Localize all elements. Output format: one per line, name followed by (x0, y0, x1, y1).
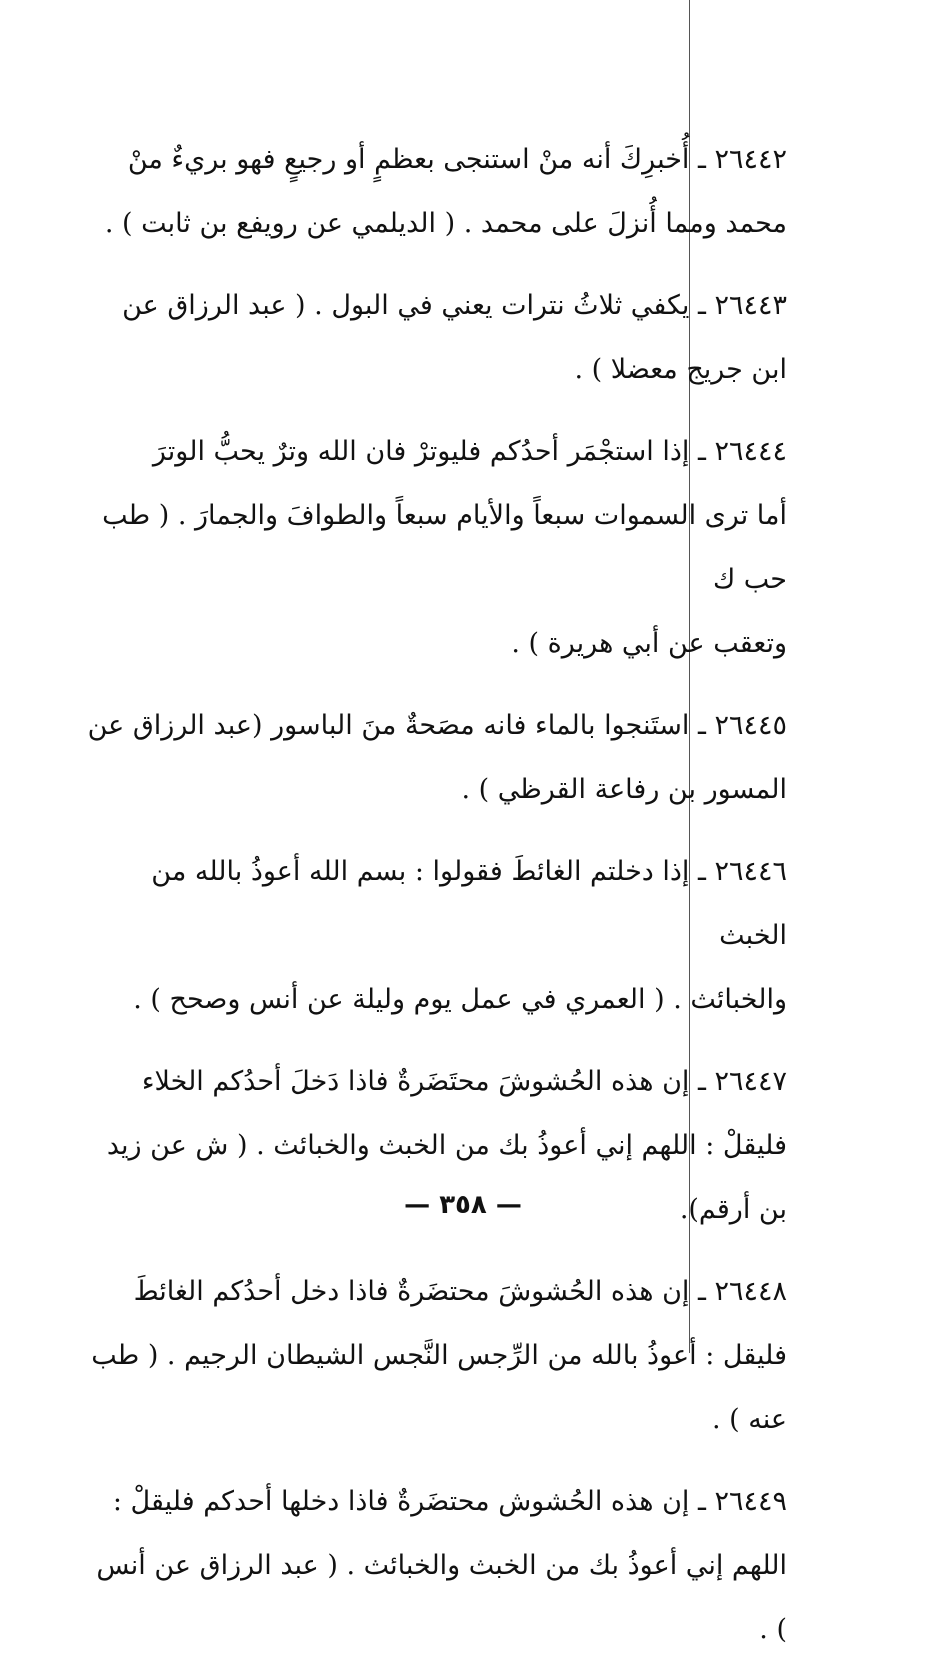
page-number: — ٣٥٨ — (404, 1190, 522, 1220)
hadith-line: اللهم إني أعوذُ بك من الخبث والخبائث . ( عبد الرزاق عن أنس ) . (96, 1550, 787, 1645)
hadith-26442 (82, 128, 787, 256)
hadith-line: فليقل : أعوذُ بالله من الرِّجس النَّجس الشيطان الرجيم . ( طب عنه ) . (91, 1340, 787, 1435)
hadith-26443 (82, 274, 787, 402)
hadith-list (82, 128, 787, 1680)
hadith-line: ابن جريج معضلا ) . (574, 354, 787, 385)
hadith-line: ٢٦٤٤٤ ـ إذا استجْمَر أحدُكم فليوترْ فان الله وترٌ يحبُّ الوترَ (152, 436, 787, 467)
hadith-26445 (82, 694, 787, 822)
hadith-line: أما ترى السموات سبعاً والأيام سبعاً والطوافَ والجمارَ . ( طب حب ك (102, 500, 787, 595)
hadith-line: والخبائث . ( العمري في عمل يوم وليلة عن أنس وصحح ) . (133, 984, 787, 1015)
hadith-26449 (82, 1470, 787, 1662)
hadith-line: وتعقب عن أبي هريرة ) . (511, 628, 787, 659)
hadith-26444 (82, 420, 787, 676)
hadith-line: ٢٦٤٤٧ ـ إن هذه الحُشوشَ محتَضَرةٌ فاذا دَخلَ أحدُكم الخلاء (141, 1066, 787, 1097)
hadith-line: ٢٦٤٤٨ ـ إن هذه الحُشوشَ محتضَرةٌ فاذا دخل أحدُكم الغائطَ (133, 1276, 787, 1307)
hadith-line: ٢٦٤٤٩ ـ إن هذه الحُشوش محتضَرةٌ فاذا دخلها أحدكم فليقلْ : (112, 1486, 787, 1517)
hadith-26446 (82, 840, 787, 1032)
hadith-line: محمد ومما أُنزلَ على محمد . ( الديلمي عن رويفع بن ثابت ) . (104, 208, 787, 239)
hadith-26448 (82, 1260, 787, 1452)
hadith-line: ٢٦٤٤٦ ـ إذا دخلتم الغائطَ فقولوا : بسم الله أعوذُ بالله من الخبث (151, 856, 787, 951)
hadith-line: ٢٦٤٤٢ ـ أُخبرِكَ أنه منْ استنجى بعظمٍ أو رجيعٍ فهو بريءٌ منْ (127, 144, 787, 175)
hadith-line: فليقلْ : اللهم إني أعوذُ بك من الخبث والخبائث . ( ش عن زيد بن أرقم). (106, 1130, 787, 1225)
hadith-line: المسور بن رفاعة القرظي ) . (461, 774, 787, 805)
hadith-line: ٢٦٤٤٣ ـ يكفي ثلاثُ نترات يعني في البول . ( عبد الرزاق عن (122, 290, 787, 321)
hadith-line: ٢٦٤٤٥ ـ استَنجوا بالماء فانه مصَحةٌ منَ الباسور (عبد الرزاق عن (87, 710, 787, 741)
